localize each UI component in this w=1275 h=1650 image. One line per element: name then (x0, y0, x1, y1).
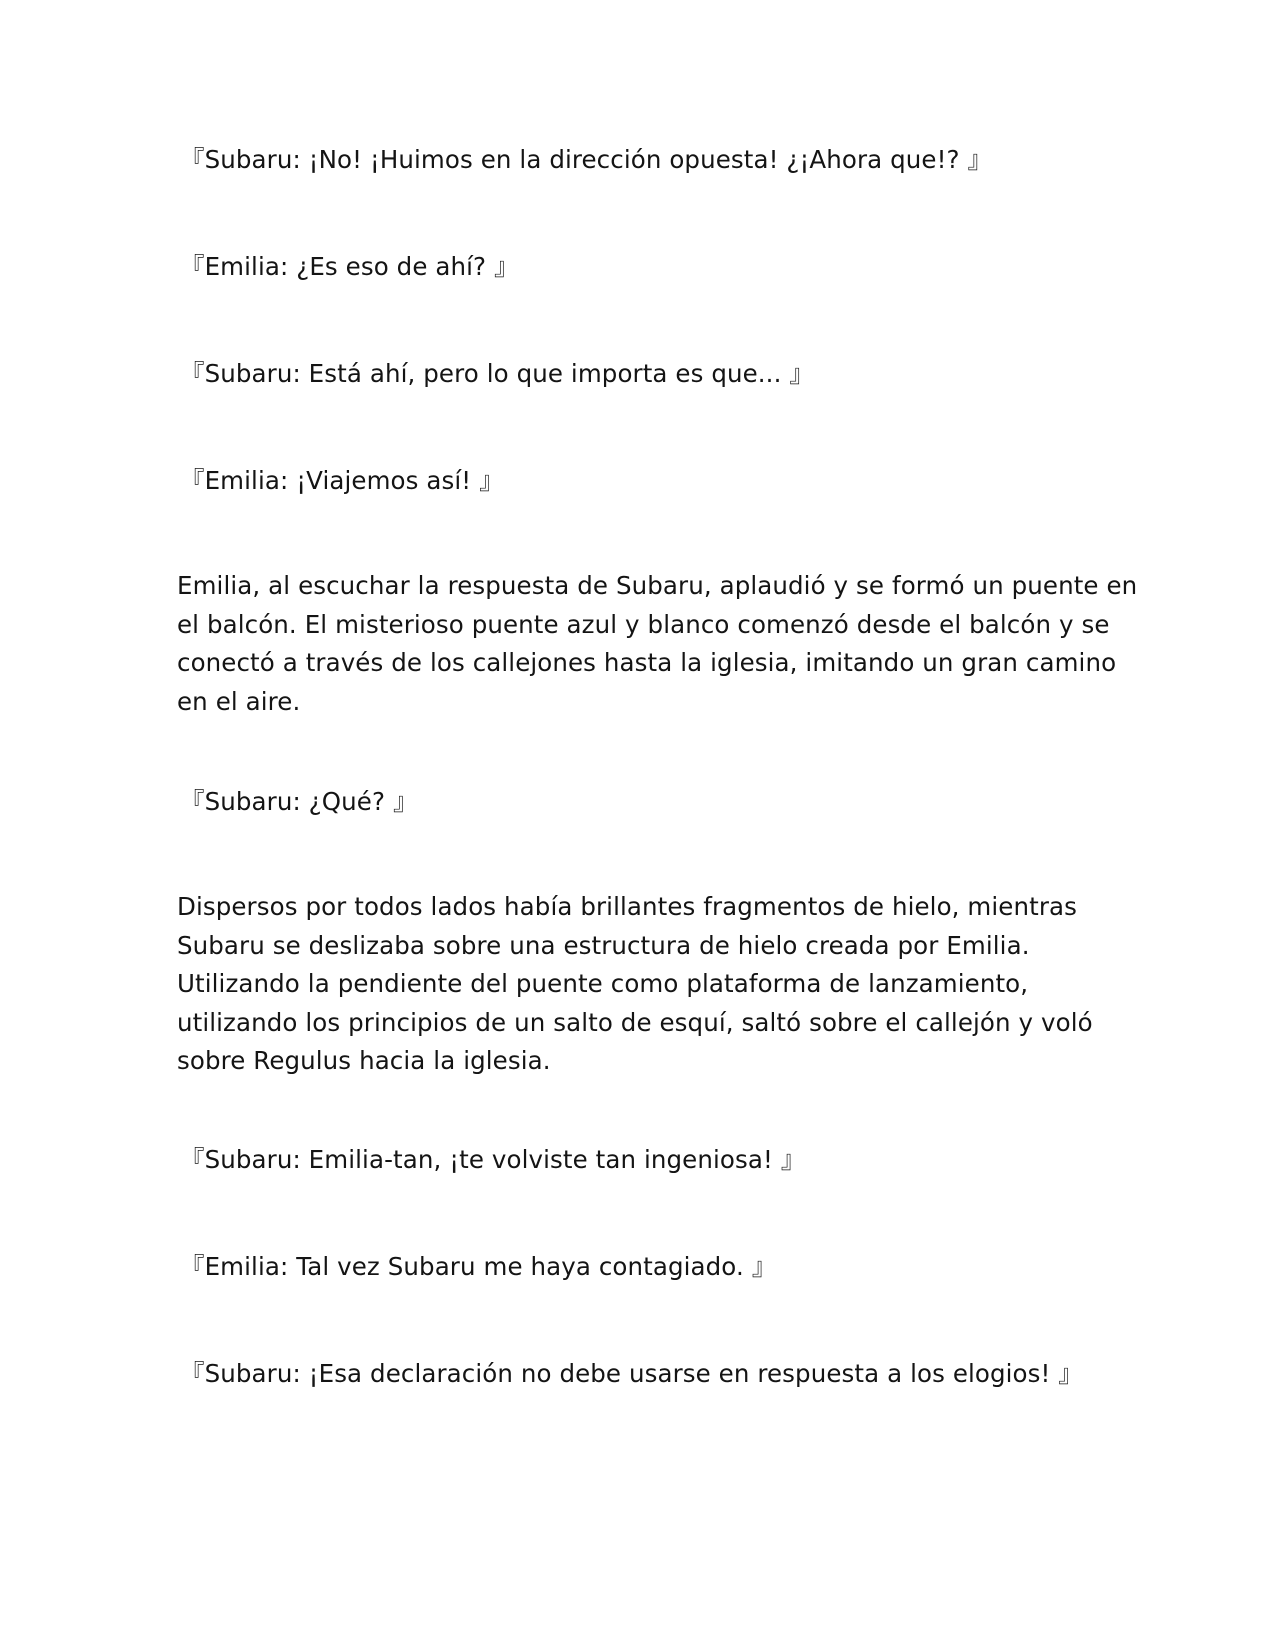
dialogue-line: 『Emilia: ¿Es eso de ahí? 』 (180, 252, 519, 281)
narrative-paragraph (177, 567, 1138, 721)
paragraph-line: el balcón. El misterioso puente azul y blanco comenzó desde el balcón y se (177, 609, 1110, 639)
paragraph-line: Utilizando la pendiente del puente como plataforma de lanzamiento, (177, 969, 1029, 998)
dialogue-line: 『Subaru: Emilia-tan, ¡te volviste tan ingeniosa! 』 (180, 1145, 806, 1174)
paragraph-line: Dispersos por todos lados había brillantes fragmentos de hielo, mientras (177, 892, 1077, 921)
narrative-paragraph (177, 888, 1107, 1081)
dialogue-line: 『Emilia: Tal vez Subaru me haya contagiado. 』 (180, 1252, 777, 1281)
paragraph-line: Subaru se deslizaba sobre una estructura de hielo creada por Emilia. (177, 930, 1030, 960)
dialogue-line: 『Subaru: ¿Qué? 』 (180, 787, 418, 816)
paragraph-line: en el aire. (177, 686, 301, 716)
paragraph-line: sobre Regulus hacia la iglesia. (177, 1046, 551, 1075)
dialogue-line: 『Emilia: ¡Viajemos así! 』 (180, 466, 504, 495)
dialogue-line: 『Subaru: Está ahí, pero lo que importa es que... 』 (180, 359, 814, 388)
dialogue-line: 『Subaru: ¡No! ¡Huimos en la dirección opuesta! ¿¡Ahora que!? 』 (180, 145, 993, 174)
paragraph-line: utilizando los principios de un salto de esquí, saltó sobre el callejón y voló (177, 1007, 1093, 1037)
paragraph-line: Emilia, al escuchar la respuesta de Subaru, aplaudió y se formó un puente en (177, 571, 1138, 600)
dialogue-line: 『Subaru: ¡Esa declaración no debe usarse en respuesta a los elogios! 』 (180, 1359, 1083, 1388)
paragraph-line: conectó a través de los callejones hasta la iglesia, imitando un gran camino (177, 648, 1117, 677)
